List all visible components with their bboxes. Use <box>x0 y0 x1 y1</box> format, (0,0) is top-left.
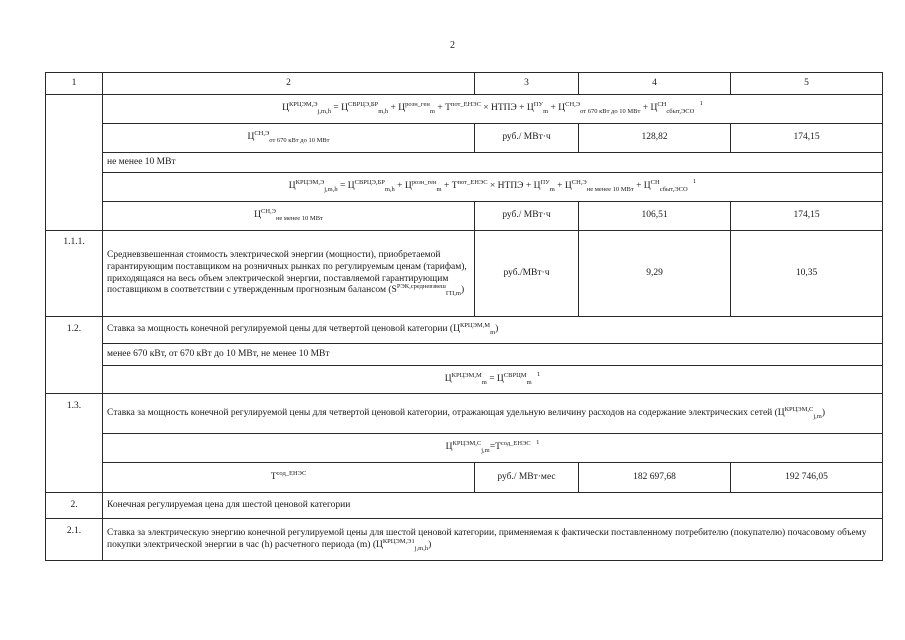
formula-row-not-less <box>46 173 883 202</box>
row-1-3-formula <box>46 434 883 463</box>
description-sub: j,m,h <box>414 544 429 552</box>
formula-sub: m <box>543 107 549 115</box>
formula-var: Ц <box>445 442 453 453</box>
formula-var: Ц <box>347 181 355 192</box>
formula-sub: j,m,h <box>317 107 331 115</box>
variable-sub: не менее 10 МВт <box>275 214 323 222</box>
description-text: Ставка за мощность конечной регулируемой цены для четвертой ценовой категории (Ц <box>107 324 460 335</box>
formula-cell <box>103 434 883 463</box>
variable-cell <box>103 202 475 231</box>
variable-cell <box>103 124 475 153</box>
row-description <box>103 394 883 434</box>
subheading-row <box>46 153 883 173</box>
formula-sup: пот_ЕНЭС <box>450 100 481 108</box>
description-sub: m <box>490 328 496 336</box>
formula-sup: СН <box>650 178 660 186</box>
row-description <box>103 231 475 317</box>
value-cell-col5: 10,35 <box>731 231 883 317</box>
description-sub: ГП,m <box>445 290 461 298</box>
subheading-cell: не менее 10 МВт <box>103 153 883 173</box>
variable-symbol: Ц <box>247 132 255 143</box>
formula-sup: СН <box>657 100 667 108</box>
formula-op: + <box>642 103 649 114</box>
formula-op: + <box>636 181 642 192</box>
formula-sup: СВРЦЭ,БР <box>347 100 379 108</box>
value-cell-col5: 192 746,05 <box>731 463 883 493</box>
formula-cell <box>103 95 883 124</box>
formula-sup: КРЦЭМ,М <box>451 371 482 379</box>
formula-sub: m <box>549 185 555 193</box>
formula-var: Ц <box>282 103 289 114</box>
description-sup: КРЦЭМ,Э1 <box>382 537 415 545</box>
formula-op: = <box>340 181 346 192</box>
header-col-3: 3 <box>475 73 579 95</box>
value-cell-col5: 174,15 <box>731 124 883 153</box>
formula-var: Ц <box>564 181 572 192</box>
formula-op: × НТПЭ + <box>483 103 525 114</box>
value-cell-col4: 128,82 <box>579 124 731 153</box>
formula-var: Т <box>495 442 501 453</box>
description-sup: РЭК,средневзвеш <box>396 283 446 291</box>
formula-var: Ц <box>643 181 651 192</box>
variable-cell <box>103 463 475 493</box>
description-text-end: ) <box>495 324 499 335</box>
row-number: 1.3. <box>46 394 103 493</box>
formula-sup: КРЦЭМ,Э <box>288 100 318 108</box>
formula-var: Ц <box>398 103 406 114</box>
formula-op: + <box>443 181 450 192</box>
formula-cell <box>103 366 883 394</box>
formula-sub: m <box>481 378 487 386</box>
value-cell-col4: 9,29 <box>579 231 731 317</box>
formula-sub: j,m <box>481 446 490 454</box>
row-description <box>103 519 883 561</box>
formula-sup: ПУ <box>533 100 544 108</box>
formula-var: Ц <box>533 181 541 192</box>
formula-sup: КРЦЭМ,Э <box>295 178 325 186</box>
header-col-4: 4 <box>579 73 731 95</box>
subheading-cell: менее 670 кВт, от 670 кВт до 10 МВт, не менее 10 МВт <box>103 344 883 366</box>
variable-sup: сод_ЕНЭС <box>276 469 307 477</box>
formula-var: Ц <box>288 181 296 192</box>
footnote-mark: 1 <box>693 178 697 186</box>
formula-sup: ПУ <box>540 178 550 186</box>
formula-sub: m <box>429 107 435 115</box>
row-1-3 <box>46 394 883 434</box>
formula-op: + <box>390 103 396 114</box>
description-text-end: ) <box>821 407 825 418</box>
formula-sub: j,m,h <box>324 185 338 193</box>
formula-sup: пот_ЕНЭС <box>457 178 488 186</box>
unit-cell: руб./ МВт·ч <box>475 202 579 231</box>
formula-sup: СВРЦЭ,БР <box>354 178 385 186</box>
value-row-not-less <box>46 202 883 231</box>
description-text: Ставка за мощность конечной регулируемой цены для четвертой ценовой категории, отражающая удельную величину расходов на содержание электрических сетей (Ц <box>107 407 785 418</box>
row-number: 2. <box>46 493 103 519</box>
value-cell-col4: 182 697,68 <box>579 463 731 493</box>
value-cell-col5: 174,15 <box>731 202 883 231</box>
formula-sub: сбыт,ЭСО <box>666 107 695 115</box>
row-description <box>103 317 883 344</box>
formula-op: = <box>333 103 339 114</box>
formula-op: + <box>437 103 443 114</box>
formula-var: Ц <box>444 373 452 384</box>
formula-op: × НТПЭ + <box>489 181 532 192</box>
description-text-end: ) <box>461 285 465 296</box>
formula-op: + <box>550 103 556 114</box>
formula-sup: розн_ген <box>411 178 437 186</box>
row-2 <box>46 493 883 519</box>
formula-var: Ц <box>404 181 412 192</box>
formula-sub: m,h <box>378 107 389 115</box>
formula-var: Ц <box>341 103 348 114</box>
formula-op: = <box>489 373 495 384</box>
formula-sub: сбыт,ЭСО <box>659 185 688 193</box>
formula-var: Т <box>445 103 451 114</box>
formula-sup: сод_ЕНЭС <box>500 439 531 447</box>
variable-sup: СН,Э <box>254 129 270 137</box>
description-sub: j,m <box>813 412 822 420</box>
variable-symbol: Ц <box>254 210 261 221</box>
formula-cell <box>103 173 883 202</box>
unit-cell: руб./ МВт·ч <box>475 124 579 153</box>
formula-sup: КРЦЭМ,С <box>452 439 482 447</box>
formula-op: = <box>489 442 496 453</box>
row-1-3-value <box>46 463 883 493</box>
value-row-670 <box>46 124 883 153</box>
description-sup: КРЦЭМ,М <box>459 321 491 329</box>
formula-sub: m,h <box>384 185 395 193</box>
formula-sub: от 670 кВт до 10 МВт <box>580 107 641 115</box>
formula-sup: СВРЦМ <box>503 371 527 379</box>
formula-sub: m <box>526 378 532 386</box>
page-number: 2 <box>450 40 455 51</box>
description-text-end: ) <box>428 539 432 550</box>
formula-var: Ц <box>526 103 534 114</box>
footnote-mark: 1 <box>536 439 540 447</box>
row-number: 2.1. <box>46 519 103 561</box>
formula-op: + <box>397 181 403 192</box>
variable-sup: СН,Э <box>260 207 276 215</box>
formula-sub: не менее 10 МВт <box>586 185 634 193</box>
formula-sup: розн_ген <box>405 100 430 108</box>
row-description: Конечная регулируемая цена для шестой ценовой категории <box>103 493 883 519</box>
description-text: Средневзвешенная стоимость электрической энергии (мощности), приобретаемой гарантирующим поставщиком на розничных рынках по регулируемым ценам (тарифам), приходящаяся на весь объем электрической энергии, поставляемой гарантирующим поставщиком в соответствии с утвержденным прогнозным балансом (S <box>107 249 467 296</box>
formula-row-670 <box>46 95 883 124</box>
formula-var: Т <box>451 181 458 192</box>
formula-var: Ц <box>496 373 504 384</box>
row-number: 1.2. <box>46 317 103 394</box>
formula-sup: СН,Э <box>571 178 587 186</box>
formula-sup: СН,Э <box>565 100 581 108</box>
row-2-1 <box>46 519 883 561</box>
description-sup: КРЦЭМ,С <box>784 405 814 413</box>
row-1-1-1 <box>46 231 883 317</box>
formula-var: Ц <box>558 103 566 114</box>
header-row <box>46 73 883 95</box>
footnote-mark: 1 <box>699 100 703 108</box>
row-number: 1.1.1. <box>46 231 103 317</box>
footnote-mark: 1 <box>537 370 541 378</box>
value-cell-col4: 106,51 <box>579 202 731 231</box>
row-1-2-subheading <box>46 344 883 366</box>
unit-cell: руб./МВт·ч <box>475 231 579 317</box>
variable-symbol: Т <box>270 471 277 482</box>
number-cell-empty <box>46 95 103 231</box>
row-1-2-formula <box>46 366 883 394</box>
tariff-table <box>45 72 883 561</box>
description-text: Ставка за электрическую энергию конечной регулируемой цены для шестой ценовой категории, применяемая к фактически поставленному потребителю (покупателю) почасовому объему покупки электрической энергии в час (h) расчетного периода (m) (Ц <box>107 527 867 550</box>
header-col-5: 5 <box>731 73 883 95</box>
formula-sub: m <box>436 185 442 193</box>
formula-var: Ц <box>650 103 658 114</box>
variable-sub: от 670 кВт до 10 МВт <box>269 136 330 144</box>
unit-cell: руб./ МВт·мес <box>475 463 579 493</box>
formula-op: + <box>557 181 563 192</box>
header-col-1: 1 <box>46 73 103 95</box>
row-1-2 <box>46 317 883 344</box>
header-col-2: 2 <box>103 73 475 95</box>
